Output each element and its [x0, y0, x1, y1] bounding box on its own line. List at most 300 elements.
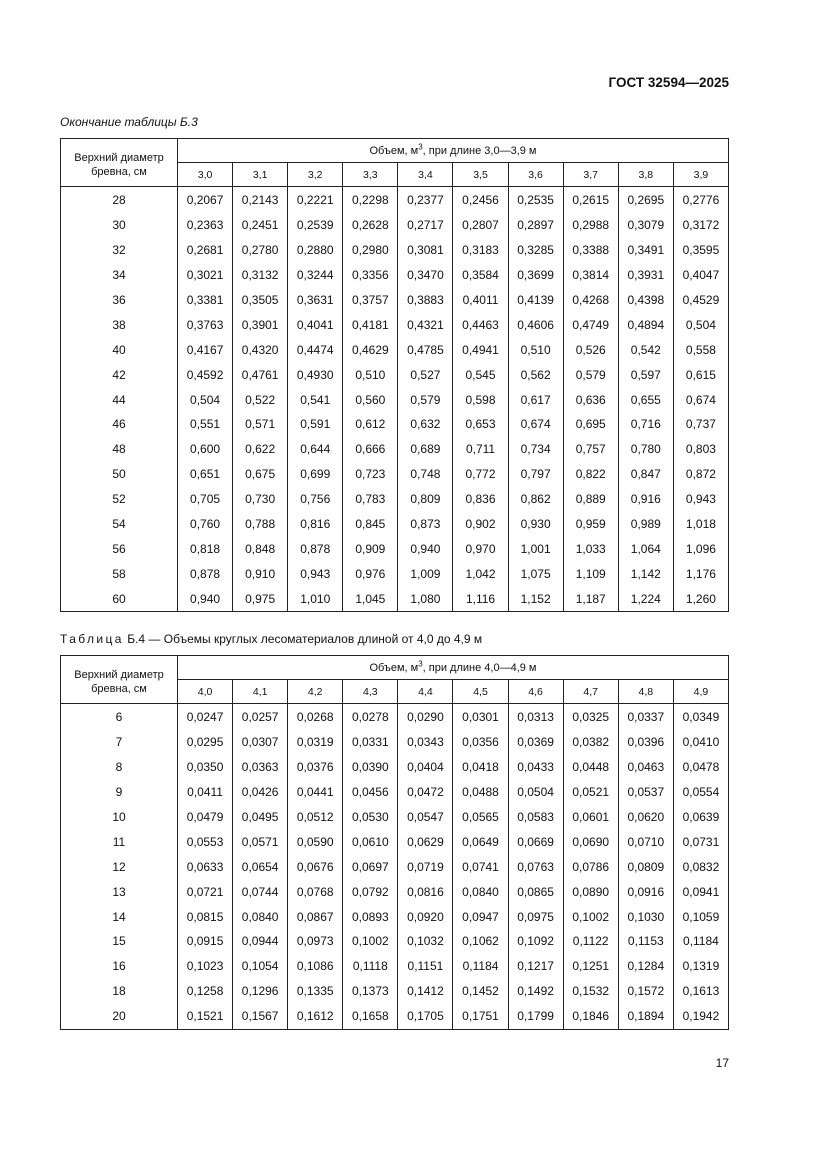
- volume-cell: 1,096: [673, 536, 728, 561]
- volume-cell: 0,0639: [673, 805, 728, 830]
- table-row: [61, 929, 729, 954]
- length-header-cell: 4,2: [288, 680, 343, 704]
- length-header-cell: 3,2: [288, 163, 343, 187]
- volume-cell: 0,3285: [508, 238, 563, 263]
- volume-cell: 0,848: [233, 536, 288, 561]
- volume-cell: 0,878: [288, 536, 343, 561]
- diameter-cell: 40: [61, 337, 178, 362]
- volume-cell: 0,0441: [288, 780, 343, 805]
- volume-cell: 0,0349: [673, 704, 728, 730]
- length-header-cell: 3,1: [233, 163, 288, 187]
- volume-cell: 0,748: [398, 462, 453, 487]
- volume-cell: 0,0832: [673, 854, 728, 879]
- volume-cell: 0,2807: [453, 213, 508, 238]
- volume-cell: 0,3021: [178, 263, 233, 288]
- volume-cell: 0,0867: [288, 904, 343, 929]
- volume-cell: 1,142: [618, 561, 673, 586]
- volume-cell: 0,730: [233, 487, 288, 512]
- volume-cell: 0,4606: [508, 312, 563, 337]
- diameter-cell: 15: [61, 929, 178, 954]
- volume-cell: 0,4181: [343, 312, 398, 337]
- length-header-cell: 4,4: [398, 680, 453, 704]
- volume-cell: 0,723: [343, 462, 398, 487]
- volume-cell: 0,0472: [398, 780, 453, 805]
- diameter-cell: 18: [61, 979, 178, 1004]
- length-header-cell: 4,7: [563, 680, 618, 704]
- volume-cell: 0,0916: [618, 879, 673, 904]
- volume-cell: 0,0363: [233, 755, 288, 780]
- diameter-cell: 60: [61, 586, 178, 611]
- table-b3-caption: Окончание таблицы Б.3: [60, 115, 198, 129]
- volume-cell: 0,1062: [453, 929, 508, 954]
- volume-cell: 1,018: [673, 512, 728, 537]
- group-header-pre: Объем, м: [369, 144, 419, 157]
- volume-cell: 0,0583: [508, 805, 563, 830]
- diameter-cell: 20: [61, 1004, 178, 1029]
- row-header: Верхний диаметр бревна, см: [61, 139, 178, 187]
- volume-cell: 0,0554: [673, 780, 728, 805]
- volume-cell: 0,0278: [343, 704, 398, 730]
- table-row: [61, 536, 729, 561]
- volume-cell: 0,970: [453, 536, 508, 561]
- volume-cell: 0,2988: [563, 213, 618, 238]
- volume-cell: 0,3381: [178, 288, 233, 313]
- volume-cell: 0,0553: [178, 829, 233, 854]
- diameter-cell: 10: [61, 805, 178, 830]
- volume-cell: 0,0744: [233, 879, 288, 904]
- volume-cell: 0,1751: [453, 1004, 508, 1029]
- volume-cell: 0,2363: [178, 213, 233, 238]
- volume-cell: 0,862: [508, 487, 563, 512]
- length-header-cell: 3,4: [398, 163, 453, 187]
- volume-cell: 1,152: [508, 586, 563, 611]
- volume-cell: 0,558: [673, 337, 728, 362]
- length-header-cell: 4,1: [233, 680, 288, 704]
- volume-cell: 0,1613: [673, 979, 728, 1004]
- volume-cell: 0,0792: [343, 879, 398, 904]
- volume-cell: 0,818: [178, 536, 233, 561]
- volume-cell: 0,0654: [233, 854, 288, 879]
- length-header-cell: 4,0: [178, 680, 233, 704]
- table-row: [61, 213, 729, 238]
- volume-cell: 0,1335: [288, 979, 343, 1004]
- volume-cell: 0,2615: [563, 187, 618, 213]
- volume-cell: 0,756: [288, 487, 343, 512]
- volume-cell: 0,674: [673, 387, 728, 412]
- volume-cell: 0,0944: [233, 929, 288, 954]
- volume-cell: 0,2628: [343, 213, 398, 238]
- volume-cell: 0,4761: [233, 362, 288, 387]
- volume-cell: 0,622: [233, 437, 288, 462]
- volume-cell: 0,4268: [563, 288, 618, 313]
- volume-cell: 0,0313: [508, 704, 563, 730]
- diameter-cell: 46: [61, 412, 178, 437]
- volume-cell: 0,2377: [398, 187, 453, 213]
- volume-cell: 0,0433: [508, 755, 563, 780]
- table-b3: [60, 138, 729, 612]
- volume-cell: 0,0865: [508, 879, 563, 904]
- volume-cell: 0,3183: [453, 238, 508, 263]
- volume-cell: 0,4047: [673, 263, 728, 288]
- volume-cell: 0,1521: [178, 1004, 233, 1029]
- diameter-cell: 11: [61, 829, 178, 854]
- volume-cell: 0,0973: [288, 929, 343, 954]
- table-row: [61, 730, 729, 755]
- volume-cell: 0,0448: [563, 755, 618, 780]
- length-header-cell: 4,6: [508, 680, 563, 704]
- diameter-cell: 12: [61, 854, 178, 879]
- volume-cell: 0,1373: [343, 979, 398, 1004]
- length-header-cell: 4,3: [343, 680, 398, 704]
- table-body: [61, 704, 729, 1030]
- volume-cell: 0,2221: [288, 187, 343, 213]
- volume-cell: 0,4321: [398, 312, 453, 337]
- volume-cell: 0,1151: [398, 954, 453, 979]
- volume-cell: 0,504: [178, 387, 233, 412]
- diameter-cell: 13: [61, 879, 178, 904]
- volume-cell: 0,0350: [178, 755, 233, 780]
- volume-cell: 0,0390: [343, 755, 398, 780]
- table-row: [61, 586, 729, 611]
- length-header-cell: 3,9: [673, 163, 728, 187]
- volume-cell: 0,2717: [398, 213, 453, 238]
- volume-cell: 0,940: [178, 586, 233, 611]
- volume-cell: 0,3356: [343, 263, 398, 288]
- volume-cell: 0,902: [453, 512, 508, 537]
- volume-cell: 0,0590: [288, 829, 343, 854]
- table-row: [61, 288, 729, 313]
- table-row: [61, 437, 729, 462]
- volume-cell: 0,872: [673, 462, 728, 487]
- volume-cell: 0,0307: [233, 730, 288, 755]
- volume-cell: 0,772: [453, 462, 508, 487]
- table-row: [61, 954, 729, 979]
- table-row: [61, 755, 729, 780]
- volume-cell: 0,0382: [563, 730, 618, 755]
- volume-cell: 1,045: [343, 586, 398, 611]
- volume-cell: 0,597: [618, 362, 673, 387]
- volume-cell: 0,3388: [563, 238, 618, 263]
- volume-cell: 0,1284: [618, 954, 673, 979]
- volume-cell: 0,0676: [288, 854, 343, 879]
- volume-cell: 0,551: [178, 412, 233, 437]
- volume-cell: 0,0319: [288, 730, 343, 755]
- table-row: [61, 829, 729, 854]
- volume-cell: 0,1258: [178, 979, 233, 1004]
- volume-cell: 0,0893: [343, 904, 398, 929]
- table-b4-caption: [60, 632, 482, 646]
- volume-cell: 0,4398: [618, 288, 673, 313]
- volume-cell: 0,0620: [618, 805, 673, 830]
- volume-cell: 0,0649: [453, 829, 508, 854]
- volume-cell: 0,4041: [288, 312, 343, 337]
- volume-cell: 0,0369: [508, 730, 563, 755]
- table-row: [61, 337, 729, 362]
- volume-cell: 0,847: [618, 462, 673, 487]
- volume-cell: 0,560: [343, 387, 398, 412]
- volume-cell: 0,0768: [288, 879, 343, 904]
- volume-cell: 0,716: [618, 412, 673, 437]
- volume-cell: 0,3491: [618, 238, 673, 263]
- volume-cell: 1,176: [673, 561, 728, 586]
- volume-cell: 0,0426: [233, 780, 288, 805]
- volume-cell: 1,080: [398, 586, 453, 611]
- volume-cell: 0,816: [288, 512, 343, 537]
- volume-cell: 0,975: [233, 586, 288, 611]
- table-row: [61, 362, 729, 387]
- diameter-cell: 50: [61, 462, 178, 487]
- volume-cell: 0,0495: [233, 805, 288, 830]
- group-header-pre: Объем, м: [369, 661, 419, 674]
- volume-cell: 0,1567: [233, 1004, 288, 1029]
- volume-cell: 0,2451: [233, 213, 288, 238]
- volume-cell: 0,836: [453, 487, 508, 512]
- table-row: [61, 238, 729, 263]
- volume-cell: 0,3584: [453, 263, 508, 288]
- volume-cell: 0,3244: [288, 263, 343, 288]
- volume-cell: 0,0697: [343, 854, 398, 879]
- volume-cell: 0,0331: [343, 730, 398, 755]
- volume-cell: 0,1251: [563, 954, 618, 979]
- volume-cell: 0,959: [563, 512, 618, 537]
- volume-cell: 0,0521: [563, 780, 618, 805]
- volume-cell: 1,042: [453, 561, 508, 586]
- diameter-cell: 56: [61, 536, 178, 561]
- volume-cell: 0,699: [288, 462, 343, 487]
- volume-cell: 0,4320: [233, 337, 288, 362]
- group-header-post: , при длине 4,0—4,9 м: [422, 661, 537, 674]
- volume-cell: 0,0601: [563, 805, 618, 830]
- volume-cell: 0,4749: [563, 312, 618, 337]
- volume-cell: 0,0530: [343, 805, 398, 830]
- volume-cell: 0,0504: [508, 780, 563, 805]
- volume-cell: 0,0920: [398, 904, 453, 929]
- volume-cell: 0,522: [233, 387, 288, 412]
- volume-cell: 0,1184: [673, 929, 728, 954]
- volume-cell: 0,809: [398, 487, 453, 512]
- volume-cell: 0,0295: [178, 730, 233, 755]
- volume-cell: 0,2067: [178, 187, 233, 213]
- diameter-cell: 58: [61, 561, 178, 586]
- diameter-cell: 8: [61, 755, 178, 780]
- volume-cell: 0,1452: [453, 979, 508, 1004]
- volume-cell: 0,0247: [178, 704, 233, 730]
- volume-cell: 0,526: [563, 337, 618, 362]
- volume-cell: 0,562: [508, 362, 563, 387]
- volume-cell: 0,1002: [343, 929, 398, 954]
- volume-cell: 0,3470: [398, 263, 453, 288]
- volume-cell: 0,2695: [618, 187, 673, 213]
- table-row: [61, 462, 729, 487]
- table-row: [61, 805, 729, 830]
- volume-cell: 0,1799: [508, 1004, 563, 1029]
- volume-cell: 0,0629: [398, 829, 453, 854]
- table-row: [61, 780, 729, 805]
- volume-cell: 0,675: [233, 462, 288, 487]
- volume-cell: 0,541: [288, 387, 343, 412]
- volume-cell: 0,0463: [618, 755, 673, 780]
- volume-cell: 0,612: [343, 412, 398, 437]
- volume-cell: 1,260: [673, 586, 728, 611]
- volume-cell: 0,760: [178, 512, 233, 537]
- volume-cell: 1,033: [563, 536, 618, 561]
- volume-cell: 0,2897: [508, 213, 563, 238]
- volume-cell: 0,878: [178, 561, 233, 586]
- diameter-cell: 32: [61, 238, 178, 263]
- volume-cell: 0,0512: [288, 805, 343, 830]
- volume-cell: 0,504: [673, 312, 728, 337]
- diameter-cell: 14: [61, 904, 178, 929]
- table-b4: [60, 655, 729, 1030]
- volume-cell: 0,0840: [453, 879, 508, 904]
- volume-cell: 0,940: [398, 536, 453, 561]
- volume-cell: 0,0565: [453, 805, 508, 830]
- volume-cell: 0,1319: [673, 954, 728, 979]
- volume-cell: 0,689: [398, 437, 453, 462]
- volume-cell: 0,0301: [453, 704, 508, 730]
- volume-cell: 0,737: [673, 412, 728, 437]
- diameter-cell: 30: [61, 213, 178, 238]
- volume-cell: 0,1572: [618, 979, 673, 1004]
- volume-cell: 0,2880: [288, 238, 343, 263]
- diameter-cell: 16: [61, 954, 178, 979]
- group-header-sup: 3: [418, 141, 423, 151]
- volume-cell: 0,1023: [178, 954, 233, 979]
- volume-cell: 0,4529: [673, 288, 728, 313]
- volume-cell: 0,2143: [233, 187, 288, 213]
- table-row: [61, 387, 729, 412]
- volume-cell: 0,655: [618, 387, 673, 412]
- volume-cell: 0,0731: [673, 829, 728, 854]
- diameter-cell: 42: [61, 362, 178, 387]
- volume-cell: 0,666: [343, 437, 398, 462]
- volume-cell: 0,571: [233, 412, 288, 437]
- volume-cell: 0,1532: [563, 979, 618, 1004]
- volume-cell: 0,591: [288, 412, 343, 437]
- table-b4-caption-text: Б.4 — Объемы круглых лесоматериалов длиной от 4,0 до 4,9 м: [127, 632, 483, 646]
- volume-group-header: [178, 139, 729, 163]
- table-row: [61, 412, 729, 437]
- volume-group-header: [178, 656, 729, 680]
- volume-cell: 0,734: [508, 437, 563, 462]
- volume-cell: 0,1894: [618, 1004, 673, 1029]
- volume-cell: 0,3631: [288, 288, 343, 313]
- table-row: [61, 979, 729, 1004]
- volume-cell: 0,0763: [508, 854, 563, 879]
- volume-cell: 0,0456: [343, 780, 398, 805]
- volume-cell: 0,3757: [343, 288, 398, 313]
- volume-cell: 0,1054: [233, 954, 288, 979]
- volume-cell: 0,0947: [453, 904, 508, 929]
- volume-cell: 0,0396: [618, 730, 673, 755]
- volume-cell: 0,976: [343, 561, 398, 586]
- volume-cell: 0,1030: [618, 904, 673, 929]
- volume-cell: 0,2980: [343, 238, 398, 263]
- volume-cell: 0,1184: [453, 954, 508, 979]
- volume-cell: 0,0809: [618, 854, 673, 879]
- volume-cell: 0,943: [288, 561, 343, 586]
- volume-cell: 0,1086: [288, 954, 343, 979]
- volume-cell: 0,3595: [673, 238, 728, 263]
- diameter-cell: 54: [61, 512, 178, 537]
- volume-cell: 0,0411: [178, 780, 233, 805]
- volume-cell: 0,3505: [233, 288, 288, 313]
- volume-cell: 0,1658: [343, 1004, 398, 1029]
- volume-cell: 0,0337: [618, 704, 673, 730]
- volume-cell: 0,3699: [508, 263, 563, 288]
- volume-cell: 0,4930: [288, 362, 343, 387]
- volume-cell: 0,2780: [233, 238, 288, 263]
- volume-cell: 0,822: [563, 462, 618, 487]
- volume-cell: 0,632: [398, 412, 453, 437]
- volume-cell: 0,797: [508, 462, 563, 487]
- volume-cell: 0,0816: [398, 879, 453, 904]
- volume-cell: 0,909: [343, 536, 398, 561]
- volume-cell: 0,0890: [563, 879, 618, 904]
- volume-cell: 0,0719: [398, 854, 453, 879]
- volume-cell: 0,4785: [398, 337, 453, 362]
- standard-code: ГОСТ 32594—2025: [608, 75, 729, 90]
- length-header-cell: 4,8: [618, 680, 673, 704]
- table-row: [61, 561, 729, 586]
- table-row: [61, 854, 729, 879]
- volume-cell: 0,4894: [618, 312, 673, 337]
- volume-cell: 0,1032: [398, 929, 453, 954]
- volume-cell: 0,615: [673, 362, 728, 387]
- volume-cell: 0,0257: [233, 704, 288, 730]
- volume-cell: 0,711: [453, 437, 508, 462]
- volume-cell: 0,873: [398, 512, 453, 537]
- volume-cell: 0,0479: [178, 805, 233, 830]
- diameter-cell: 48: [61, 437, 178, 462]
- volume-cell: 0,943: [673, 487, 728, 512]
- length-header-cell: 3,7: [563, 163, 618, 187]
- volume-cell: 0,0268: [288, 704, 343, 730]
- volume-cell: 1,010: [288, 586, 343, 611]
- table-row: [61, 487, 729, 512]
- diameter-cell: 36: [61, 288, 178, 313]
- volume-cell: 0,0610: [343, 829, 398, 854]
- volume-cell: 0,4139: [508, 288, 563, 313]
- volume-cell: 0,989: [618, 512, 673, 537]
- volume-cell: 0,0975: [508, 904, 563, 929]
- volume-cell: 0,3901: [233, 312, 288, 337]
- volume-cell: 0,636: [563, 387, 618, 412]
- volume-cell: 0,0633: [178, 854, 233, 879]
- volume-cell: 0,0290: [398, 704, 453, 730]
- length-header-cell: 3,8: [618, 163, 673, 187]
- volume-cell: 0,0478: [673, 755, 728, 780]
- table-b4-caption-label: Таблица: [60, 632, 124, 646]
- volume-cell: 0,527: [398, 362, 453, 387]
- volume-cell: 1,109: [563, 561, 618, 586]
- volume-cell: 0,705: [178, 487, 233, 512]
- volume-cell: 0,653: [453, 412, 508, 437]
- volume-cell: 0,2776: [673, 187, 728, 213]
- volume-cell: 0,1153: [618, 929, 673, 954]
- volume-cell: 0,0840: [233, 904, 288, 929]
- volume-cell: 1,009: [398, 561, 453, 586]
- table-row: [61, 263, 729, 288]
- volume-cell: 0,0741: [453, 854, 508, 879]
- volume-cell: 0,579: [563, 362, 618, 387]
- volume-cell: 0,1002: [563, 904, 618, 929]
- diameter-cell: 34: [61, 263, 178, 288]
- volume-cell: 0,788: [233, 512, 288, 537]
- volume-cell: 0,3763: [178, 312, 233, 337]
- volume-cell: 0,545: [453, 362, 508, 387]
- table-row: [61, 312, 729, 337]
